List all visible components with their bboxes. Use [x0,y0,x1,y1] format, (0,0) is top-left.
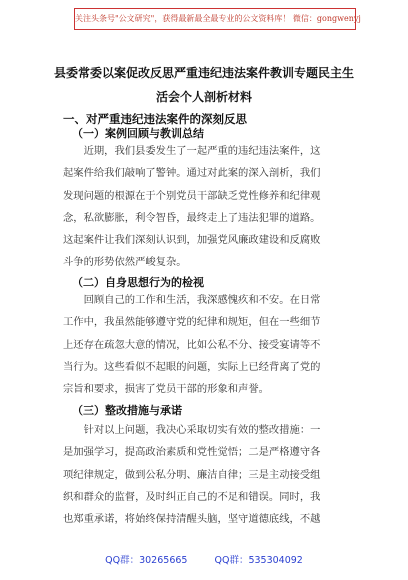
subsection-heading-2: （二）自身思想行为的检视 [72,276,204,289]
text-line: 当行为。这些看似不起眼的问题，实际上已经背离了党的 [63,360,321,373]
paragraph-3 [63,419,359,530]
text-line: 针对以上问题，我决心采取切实有效的整改措施：一 [63,424,321,436]
text-line: 也郑重承诺，将始终保持清醒头脑，坚守道德底线，不越 [63,513,321,526]
text-line: 是加强学习，提高政治素质和党性觉悟；二是严格遵守各 [63,446,321,459]
text-line: 这起案件让我们深刻认识到，加强党风廉政建设和反腐败 [63,234,321,247]
text-line: 回顾自己的工作和生活，我深感愧疚和不安。在日常 [63,294,321,306]
document-title-line-1: 县委常委以案促改反思严重违纪违法案件教训专题民主生 [53,66,354,80]
text-line: 宗旨和要求，损害了党员干部的形象和声誉。 [63,383,269,396]
subsection-heading-3: （三）整改措施与承诺 [72,404,182,417]
document-title-line-2: 活会个人剖析材料 [155,90,252,104]
text-line: 上还存在疏忽大意的情况，比如公私不分、接受宴请等不 [63,338,321,351]
footer-qq-group-1: QQ群：30265665 [105,555,188,566]
paragraph-2 [63,289,359,400]
text-line: 工作中，我虽然能够遵守党的纪律和规矩，但在一些细节 [63,316,321,329]
header-banner: 关注头条号"公文研究"，获得最新最全最专业的公文资料库！ 微信：gongwenyj [74,8,356,30]
text-line: 织和群众的监督，及时纠正自己的不足和错误。同时，我 [63,490,321,503]
text-line: 近期，我们县委发生了一起严重的违纪违法案件，这 [63,145,321,157]
section-heading-1: 一、对严重违纪违法案件的深刻反思 [63,112,247,126]
text-line: 起案件给我们敲响了警钟。通过对此案的深入剖析，我们 [63,167,321,180]
text-line: 念，私欲膨胀，利令智昏，最终走上了违法犯罪的道路。 [63,211,321,224]
text-line: 发现问题的根源在于个别党员干部缺乏党性修养和纪律观 [63,189,321,202]
footer-qq-group-2: QQ群：535304092 [214,555,303,566]
paragraph-1 [63,140,359,274]
text-line: 项纪律规定，做到公私分明、廉洁自律；三是主动接受组 [63,468,321,481]
footer-contacts [0,552,408,566]
subsection-heading-1: （一）案例回顾与教训总结 [72,127,204,140]
text-line: 斗争的形势依然严峻复杂。 [63,256,187,269]
